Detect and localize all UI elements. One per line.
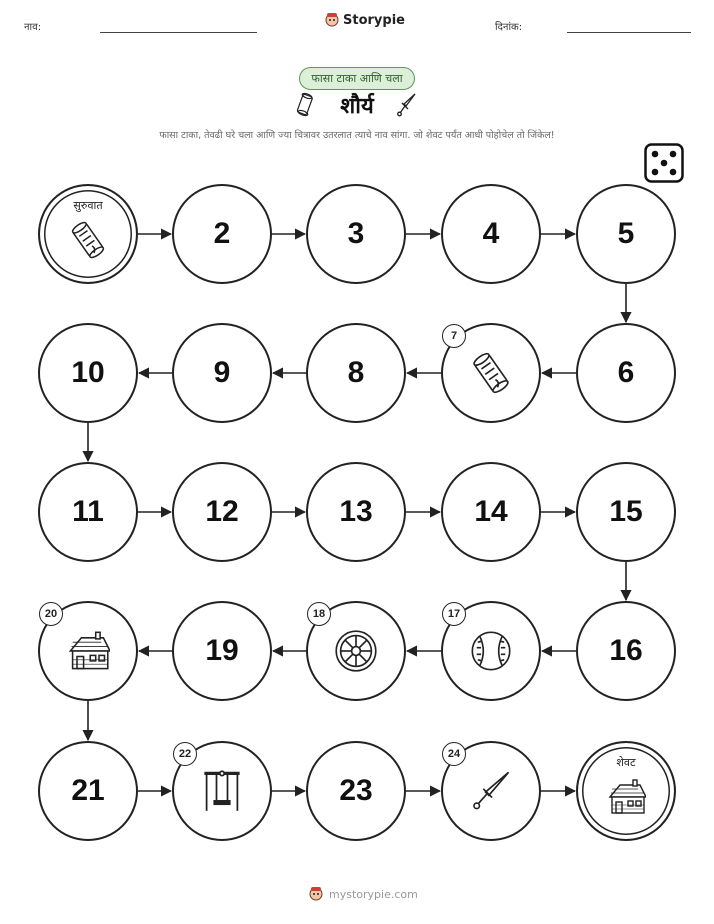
board-cell-17 xyxy=(441,601,541,701)
board-cell-3 xyxy=(306,184,406,284)
house-icon xyxy=(66,629,110,673)
date-label: दिनांक: xyxy=(495,22,523,33)
board-cell-15 xyxy=(576,462,676,562)
scroll-icon xyxy=(68,220,108,260)
brand-name: Storypie xyxy=(343,12,405,28)
board-cell-5 xyxy=(576,184,676,284)
cell-number: 10 xyxy=(71,356,105,389)
cell-number-badge: 20 xyxy=(39,602,63,626)
start-cell xyxy=(38,184,138,284)
cell-number: 16 xyxy=(609,634,643,667)
cell-number: 2 xyxy=(213,217,231,250)
board-cell-24 xyxy=(441,741,541,841)
board-cell-10 xyxy=(38,323,138,423)
cell-number-badge: 22 xyxy=(173,742,197,766)
board-cell-11 xyxy=(38,462,138,562)
board-cell-16 xyxy=(576,601,676,701)
board-cell-2 xyxy=(172,184,272,284)
baseball-icon xyxy=(469,629,513,673)
cell-number-badge: 7 xyxy=(442,324,466,348)
cell-number: 6 xyxy=(617,356,635,389)
scroll-icon xyxy=(469,351,513,395)
board-cell-14 xyxy=(441,462,541,562)
footer-mascot-icon xyxy=(308,886,324,902)
board-cell-20 xyxy=(38,601,138,701)
name-label: नाव: xyxy=(24,22,42,33)
board-cell-8 xyxy=(306,323,406,423)
cell-number: 9 xyxy=(213,356,231,389)
board-cell-6 xyxy=(576,323,676,423)
cell-number: 13 xyxy=(339,495,373,528)
cell-number: 21 xyxy=(71,774,105,807)
footer xyxy=(308,886,418,902)
footer-site: mystorypie.com xyxy=(329,887,418,901)
cell-number-badge: 24 xyxy=(442,742,466,766)
sword-icon xyxy=(469,769,513,813)
wheel-icon xyxy=(334,629,378,673)
end-cell xyxy=(576,741,676,841)
end-label: शेवट xyxy=(616,756,636,769)
cell-number: 5 xyxy=(617,217,635,250)
cell-number: 23 xyxy=(339,774,373,807)
cell-number: 19 xyxy=(205,634,239,667)
board-cell-13 xyxy=(306,462,406,562)
swing-icon xyxy=(200,769,244,813)
board-cell-9 xyxy=(172,323,272,423)
cell-number-badge: 17 xyxy=(442,602,466,626)
board-cell-19 xyxy=(172,601,272,701)
cell-number: 8 xyxy=(347,356,365,389)
cell-number: 4 xyxy=(482,217,500,250)
cell-number: 14 xyxy=(474,495,508,528)
cell-number: 15 xyxy=(609,495,643,528)
board-cell-7 xyxy=(441,323,541,423)
board-cell-4 xyxy=(441,184,541,284)
board-cell-21 xyxy=(38,741,138,841)
board-cell-12 xyxy=(172,462,272,562)
start-label: सुरुवात xyxy=(73,199,103,212)
page-title: शौर्य xyxy=(340,94,374,119)
board-cell-18 xyxy=(306,601,406,701)
cell-number: 3 xyxy=(347,217,365,250)
cell-number-badge: 18 xyxy=(307,602,331,626)
instructions-text: फासा टाका, तेवढी घरे चला आणि ज्या चित्रावर उतरलात त्याचे नाव सांगा. जो शेवट पर्यंत आधी पोहोचेल तो जिंकेल! xyxy=(159,130,555,141)
cell-number: 11 xyxy=(72,495,104,528)
game-type-badge: फासा टाका आणि चला xyxy=(299,67,415,90)
cell-number: 12 xyxy=(205,495,239,528)
board-cell-23 xyxy=(306,741,406,841)
house-icon xyxy=(606,777,646,817)
board-cell-22 xyxy=(172,741,272,841)
